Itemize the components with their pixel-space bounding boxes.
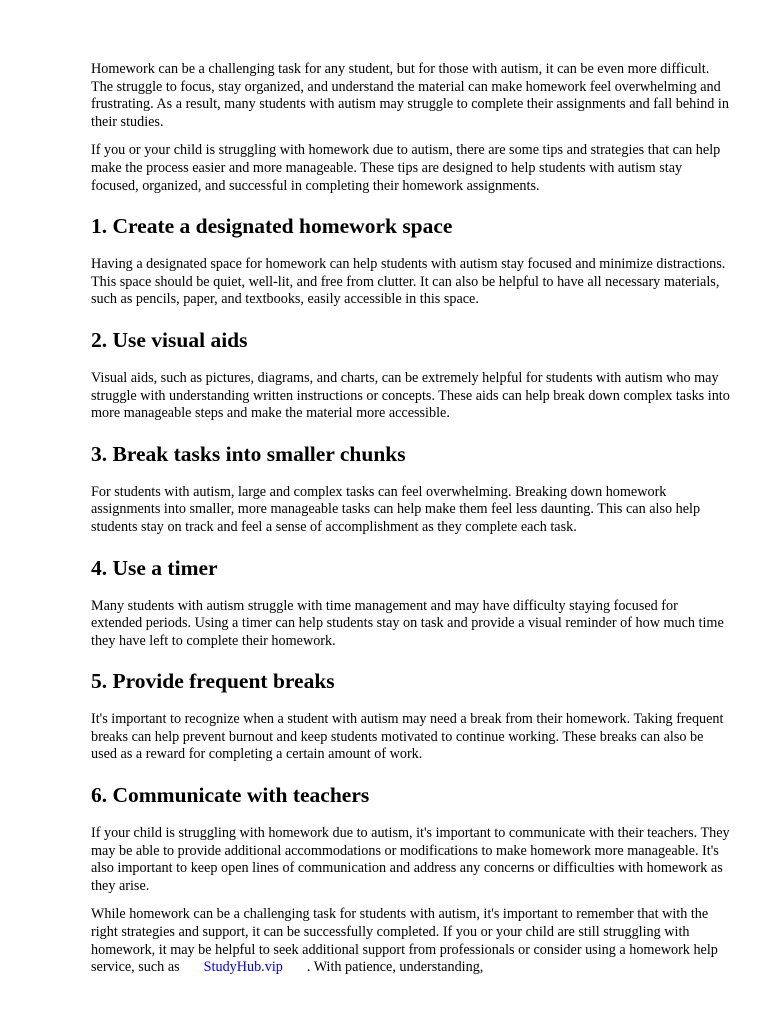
section-paragraph-2: Visual aids, such as pictures, diagrams, and charts, can be extremely helpful for students with autism who may struggle with understanding written instructions or concepts. These aids can help break down complex tasks into more manageable steps and make the material more accessible. [91, 369, 730, 422]
intro-paragraph-2: If you or your child is struggling with homework due to autism, there are some tips and strategies that can help make the process easier and more manageable. These tips are designed to help students with autism stay focused, organized, and successful in completing their homework assignments. [91, 142, 721, 194]
closing-paragraph [91, 906, 731, 976]
section-paragraph-3: For students with autism, large and complex tasks can feel overwhelming. Breaking down homework assignments into smaller, more manageable tasks can help make them feel less daunting. This can also help students stay on track and feel a sense of accomplishment as they complete each task. [91, 483, 701, 535]
section-heading-3: 3. Break tasks into smaller chunks [91, 441, 406, 466]
section-heading-4: 4. Use a timer [91, 555, 218, 580]
section-heading-6: 6. Communicate with teachers [91, 783, 370, 808]
closing-text: While homework can be a challenging task for students with autism, it's important to remember that with the right strategies and support, it can be successfully completed. If you or your child are still struggling with homework, it may be helpful to seek additional support from professionals or consider using a homework help service, such as [91, 906, 718, 976]
section-heading-5: 5. Provide frequent breaks [91, 669, 335, 694]
studyhub-link[interactable]: StudyHub.vip [203, 959, 283, 976]
section-paragraph-6: If your child is struggling with homework due to autism, it's important to communicate with their teachers. They may be able to provide additional accommodations or modifications to make homework more manageable. It's also important to keep open lines of communication and address any concerns or difficulties with homework as they arise. [91, 825, 730, 894]
section-heading-1: 1. Create a designated homework space [91, 214, 453, 239]
section-heading-2: 2. Use visual aids [91, 327, 248, 352]
closing-text-after: . With patience, understanding, [306, 959, 484, 976]
section-paragraph-4: Many students with autism struggle with time management and may have difficulty staying focused for extended periods. Using a timer can help students stay on task and provide a visual reminder of how much time they have left to complete their homework. [91, 597, 724, 649]
article-body [91, 61, 731, 977]
section-paragraph-1: Having a designated space for homework can help students with autism stay focused and minimize distractions. This space should be quiet, well-lit, and free from clutter. It can also be helpful to have all necessary materials, such as pencils, paper, and textbooks, easily accessible in this space. [91, 256, 726, 308]
intro-paragraph-1: Homework can be a challenging task for any student, but for those with autism, it can be even more difficult. The struggle to focus, stay organized, and understand the material can make homework feel overwhelming and frustrating. As a result, many students with autism may struggle to complete their assignments and fall behind in their studies. [91, 61, 729, 130]
section-paragraph-5: It's important to recognize when a student with autism may need a break from their homework. Taking frequent breaks can help prevent burnout and keep students motivated to continue working. These breaks can also be used as a reward for completing a certain amount of work. [91, 711, 724, 763]
